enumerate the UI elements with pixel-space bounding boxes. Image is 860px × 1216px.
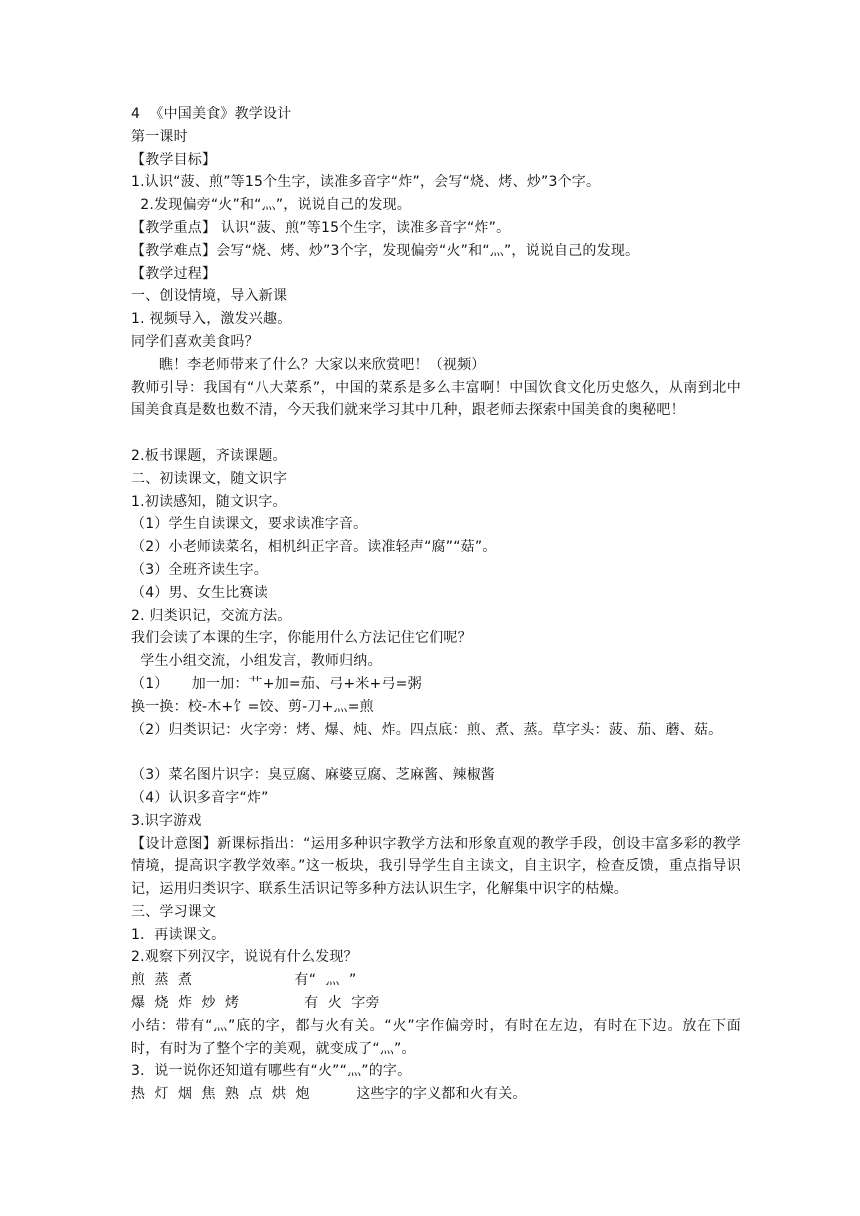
text-line: 2. 归类识记，交流方法。	[131, 607, 292, 624]
text-line: （2）小老师读菜名，相机纠正字音。读准轻声“腐”“菇”。	[131, 539, 497, 556]
text-line: 2.发现偏旁“火”和“灬”，说说自己的发现。	[131, 197, 412, 214]
document-page	[131, 103, 741, 1106]
text-line: 1．再读课文。	[131, 926, 226, 943]
text-line: 我们会读了本课的生字，你能用什么方法记住它们呢？	[131, 630, 472, 647]
text-line: 同学们喜欢美食吗？	[131, 333, 259, 350]
text-line: 3.识字游戏	[131, 812, 202, 829]
text-line: 【教学难点】会写“烧、烤、炒”3个字，发现偏旁“火”和“灬”，说说自己的发现。	[131, 242, 640, 259]
text-line: 1.认识“菠、煎”等15个生字，读准多音字“炸”，会写“烧、烤、炒”3个字。	[131, 174, 601, 191]
text-line: （3）菜名图片识字：臭豆腐、麻婆豆腐、芝麻酱、辣椒酱	[131, 767, 496, 784]
paragraph: 小结：带有“灬”底的字，都与火有关。“火”字作偏旁时，有时在左边，有时在下边。放在下面时，有时为了整个字的美观，就变成了“灬”。	[131, 1017, 741, 1057]
paragraph: 【设计意图】新课标指出：“运用多种识字教学方法和形象直观的教学手段，创设丰富多彩的教学情境，提高识字教学效率。”这一板块，我引导学生自主读文，自主识字，检查反馈，重点指导识记，运用归类识字、联系生活识记等多种方法认识生字，化解集中识字的枯燥。	[131, 835, 741, 898]
text-line: 1. 视频导入，激发兴趣。	[131, 311, 292, 328]
text-line: 瞧！李老师带来了什么？大家以来欣赏吧！（视频）	[131, 356, 486, 373]
text-line: 煎 蒸 煮 有“ 灬 ”	[131, 972, 357, 989]
text-line: （1） 加一加：艹+加=茄、弓+米+弓=粥	[131, 675, 422, 692]
part-heading: 二、初读课文，随文识字	[131, 470, 288, 487]
text-line: 换一换：校-木+饣=饺、剪-刀+灬=煎	[131, 698, 374, 715]
section-heading: 【教学目标】	[131, 151, 217, 168]
text-line: 2.观察下列汉字，说说有什么发现？	[131, 949, 358, 966]
text-line: 【教学重点】 认识“菠、煎”等15个生字，读准多音字“炸”。	[131, 219, 511, 236]
document-title: 4 《中国美食》教学设计	[131, 106, 292, 122]
section-heading: 【教学过程】	[131, 265, 217, 282]
part-heading: 一、创设情境，导入新课	[131, 288, 288, 305]
text-line: （1）学生自读课文，要求读准字音。	[131, 516, 368, 533]
text-line: 爆 烧 炸 炒 烤 有 火 字旁	[131, 995, 380, 1012]
paragraph: （2）归类识记：火字旁：烤、爆、炖、炸。四点底：煎、煮、蒸。草字头：菠、茄、蘑、菇。	[131, 721, 723, 738]
text-line: （4）认识多音字“炸”	[131, 789, 269, 806]
text-line: 2.板书课题，齐读课题。	[131, 447, 287, 464]
lesson-label: 第一课时	[131, 128, 188, 145]
text-line: 1.初读感知，随文识字。	[131, 493, 287, 510]
text-line: （3）全班齐读生字。	[131, 561, 268, 578]
paragraph: 教师引导：我国有“八大菜系”，中国的菜系是多么丰富啊！中国饮食文化历史悠久，从南到北中国美食真是数也数不清，今天我们就来学习其中几种，跟老师去探索中国美食的奥秘吧！	[131, 379, 741, 419]
text-line: 学生小组交流，小组发言，教师归纳。	[131, 653, 382, 670]
text-line: 3．说一说你还知道有哪些有“火”“灬”的字。	[131, 1063, 412, 1080]
text-line: 热 灯 烟 焦 熟 点 烘 炮 这些字的字义都和火有关。	[131, 1086, 527, 1103]
part-heading: 三、学习课文	[131, 903, 217, 920]
text-line: （4）男、女生比赛读	[131, 584, 268, 601]
